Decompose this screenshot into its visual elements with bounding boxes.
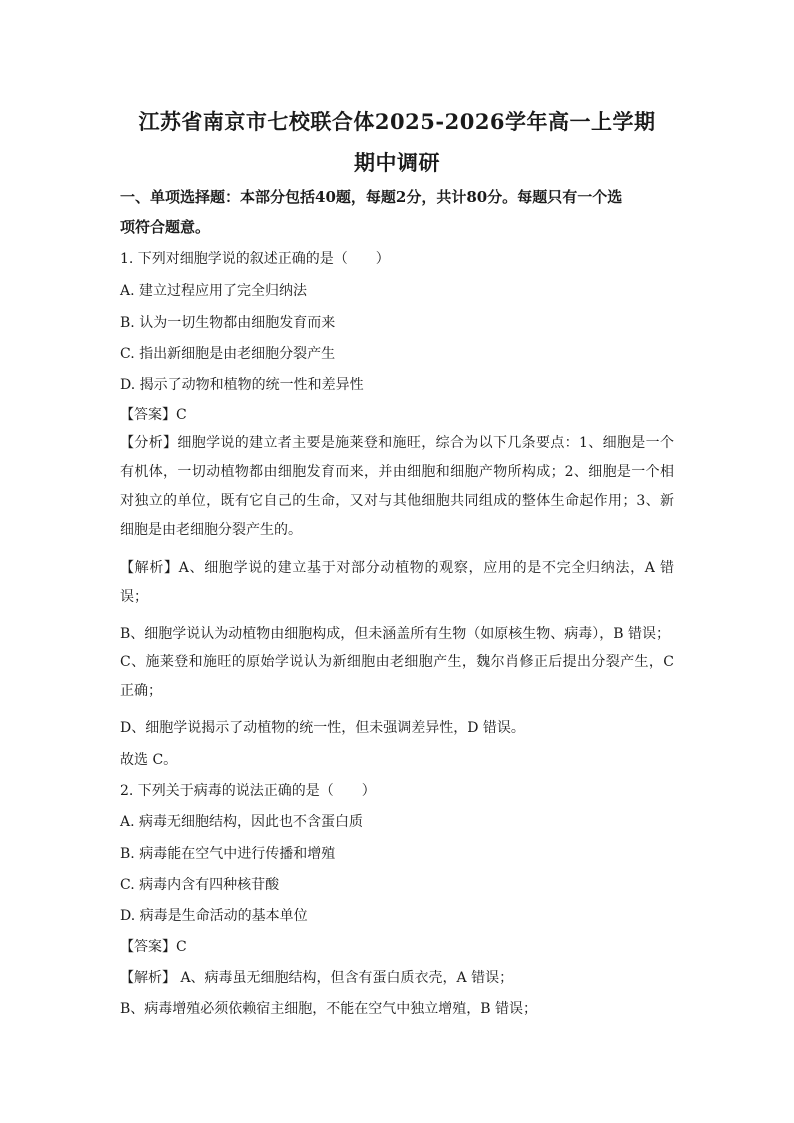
document-subtitle: 期中调研 [354,150,440,175]
question-2-stem: 2. 下列关于病毒的说法正确的是（ ） [120,783,376,799]
question-1-explanation-d: D、细胞学说揭示了动植物的统一性，但未强调差异性，D 错误。 [120,720,525,736]
question-1-option-d: D. 揭示了动物和植物的统一性和差异性 [120,377,364,393]
question-2-option-b: B. 病毒能在空气中进行传播和增殖 [120,846,336,862]
question-1-stem: 1. 下列对细胞学说的叙述正确的是（ ） [120,251,390,267]
question-2-option-c: C. 病毒内含有四种核苷酸 [120,877,280,893]
question-1-answer: 【答案】C [120,407,187,423]
question-1-explanation-a: 【解析】A、细胞学说的建立基于对部分动植物的观察，应用的是不完全归纳法，A 错误； [120,560,674,605]
question-2-explanation-a: 【解析】 A、病毒虽无细胞结构，但含有蛋白质衣壳，A 错误； [120,970,514,986]
document-title: 江苏省南京市七校联合体2025-2026学年高一上学期 [138,109,656,134]
question-1-conclusion: 故选 C。 [120,752,178,768]
question-1-option-c: C. 指出新细胞是由老细胞分裂产生 [120,346,336,362]
section-heading: 一、单项选择题：本部分包括40题，每题2分，共计80分。每题只有一个选 [120,188,623,206]
question-2-explanation-b: B、病毒增殖必须依赖宿主细胞，不能在空气中独立增殖，B 错误； [120,1001,538,1017]
question-1-analysis: 【分析】细胞学说的建立者主要是施莱登和施旺，综合为以下几条要点：1、细胞是一个有机体，一切动植物都由细胞发育而来，并由细胞和细胞产物所构成；2、细胞是一个相对独立的单位，既有它自己的生命，又对与其他细胞共同组成的整体生命起作用；3、新细胞是由老细胞分裂产生的。 [120,435,674,538]
question-2-answer: 【答案】C [120,939,187,955]
question-1-explanation-c: C、施莱登和施旺的原始学说认为新细胞由老细胞产生，魏尔肖修正后提出分裂产生，C 正确； [120,654,674,699]
section-heading-continued: 项符合题意。 [120,218,211,236]
question-2-option-d: D. 病毒是生命活动的基本单位 [120,908,308,924]
question-2-option-a: A. 病毒无细胞结构，因此也不含蛋白质 [120,814,364,830]
question-1-option-a: A. 建立过程应用了完全归纳法 [120,283,308,299]
question-1-option-b: B. 认为一切生物都由细胞发育而来 [120,315,336,331]
question-1-explanation-b: B、细胞学说认为动植物由细胞构成，但未涵盖所有生物（如原核生物、病毒），B 错误； [120,626,671,642]
